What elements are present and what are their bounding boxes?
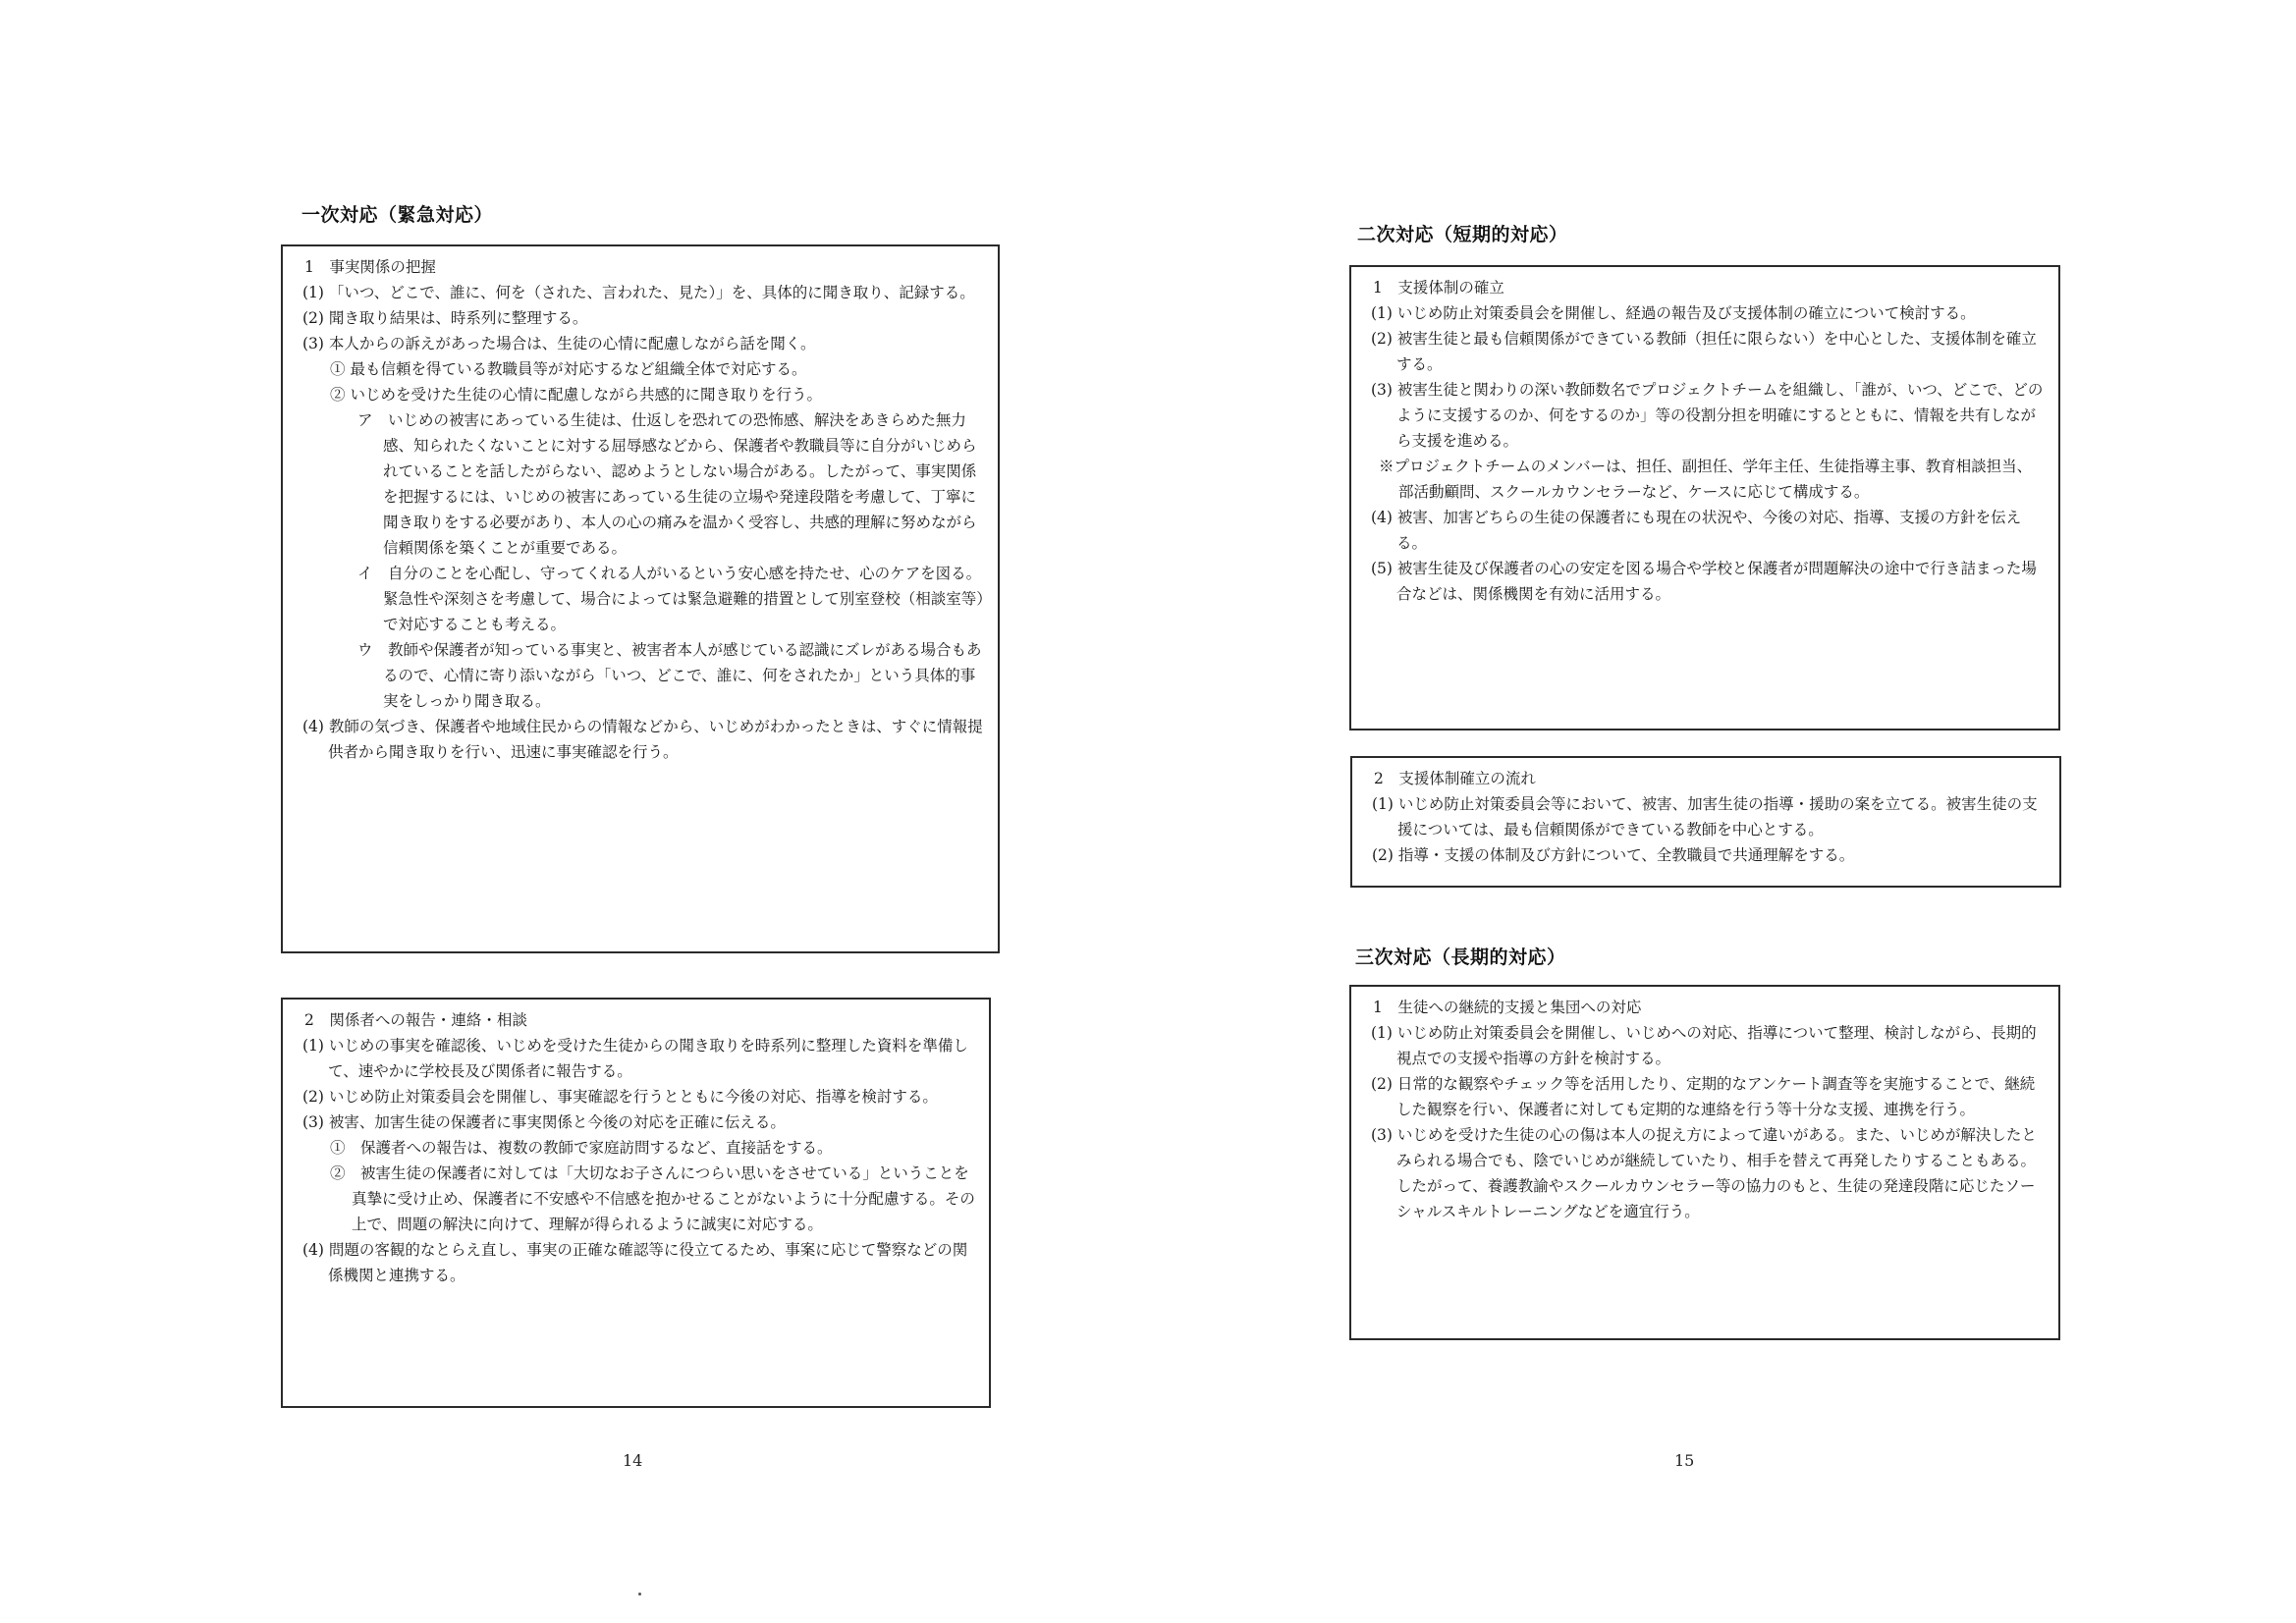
- list-item: (1) いじめ防止対策委員会を開催し、いじめへの対応、指導について整理、検討しながら、長期的視点での支援や指導の方針を検討する。: [1371, 1024, 2037, 1067]
- list-item: (3) いじめを受けた生徒の心の傷は本人の捉え方によって違いがある。また、いじめが解決したとみられる場合でも、陰でいじめが継続していたり、相手を替えて再発したりすることもある。したがって、養護教諭やスクールカウンセラー等の協力のもと、生徒の発達段階に応じたソーシャルスキルトレーニングなどを適宜行う。: [1371, 1126, 2037, 1220]
- list-item: イ 自分のことを心配し、守ってくれる人がいるという安心感を持たせ、心のケアを図る。緊急性や深刻さを考慮して、場合によっては緊急避難的措置として別室登校（相談室等）で対応することも考える。: [357, 565, 984, 633]
- page-number: 15: [1674, 1451, 1695, 1470]
- list-item: (1) いじめ防止対策委員会等において、被害、加害生徒の指導・援助の案を立てる。被害生徒の支援については、最も信頼関係ができている教師を中心とする。: [1372, 795, 2038, 839]
- list-item: (4) 問題の客観的なとらえ直し、事実の正確な確認等に役立てるため、事案に応じて警察などの関係機関と連携する。: [302, 1241, 968, 1284]
- secondary-response-heading: 二次対応（短期的対応）: [1357, 224, 1568, 245]
- reporting-box: [281, 998, 991, 1408]
- list-item: (3) 被害、加害生徒の保護者に事実関係と今後の対応を正確に伝える。: [302, 1113, 786, 1131]
- fact-finding-box: [281, 244, 1000, 953]
- list-item: (3) 被害生徒と関わりの深い教師数名でプロジェクトチームを組織し、「誰が、いつ、どこで、どのように支援するのか、何をするのか」等の役割分担を明確にするとともに、情報を共有しながら支援を進める。: [1371, 381, 2044, 450]
- list-item: ウ 教師や保護者が知っている事実と、被害者本人が感じている認識にズレがある場合もあるので、心情に寄り添いながら「いつ、どこで、誰に、何をされたか」という具体的事実をしっかり聞き取る。: [357, 641, 982, 710]
- long-term-support-box: [1349, 985, 2060, 1340]
- fact-finding-title: 1 事実関係の把握: [304, 258, 436, 276]
- list-item: (4) 教師の気づき、保護者や地域住民からの情報などから、いじめがわかったときは、すぐに情報提供者から聞き取りを行い、迅速に事実確認を行う。: [302, 718, 983, 761]
- list-item: (4) 被害、加害どちらの生徒の保護者にも現在の状況や、今後の対応、指導、支援の方針を伝える。: [1371, 509, 2022, 552]
- support-flow-box: [1350, 756, 2061, 888]
- list-item: (1) いじめの事実を確認後、いじめを受けた生徒からの聞き取りを時系列に整理した資料を準備して、速やかに学校長及び関係者に報告する。: [302, 1037, 968, 1080]
- list-item: (2) 指導・支援の体制及び方針について、全教職員で共通理解をする。: [1372, 846, 1855, 864]
- list-item: (3) 本人からの訴えがあった場合は、生徒の心情に配慮しながら話を聞く。: [302, 335, 816, 352]
- primary-response-heading: 一次対応（緊急対応）: [301, 204, 494, 226]
- list-item: (2) 日常的な観察やチェック等を活用したり、定期的なアンケート調査等を実施することで、継続した観察を行い、保護者に対しても定期的な連絡を行う等十分な支援、連携を行う。: [1371, 1075, 2036, 1118]
- scan-speck: [638, 1593, 641, 1596]
- list-item: (2) いじめ防止対策委員会を開催し、事実確認を行うとともに今後の対応、指導を検討する。: [302, 1088, 938, 1106]
- list-item: (2) 被害生徒と最も信頼関係ができている教師（担任に限らない）を中心とした、支援体制を確立する。: [1371, 330, 2037, 373]
- list-item: ① 保護者への報告は、複数の教師で家庭訪問するなど、直接話をする。: [330, 1139, 833, 1157]
- list-item: (2) 聞き取り結果は、時系列に整理する。: [302, 309, 588, 327]
- list-item: (5) 被害生徒及び保護者の心の安定を図る場合や学校と保護者が問題解決の途中で行き詰まった場合などは、関係機関を有効に活用する。: [1371, 560, 2037, 603]
- list-item: ① 最も信頼を得ている教職員等が対応するなど組織全体で対応する。: [330, 360, 807, 378]
- long-term-support-title: 1 生徒への継続的支援と集団への対応: [1373, 999, 1642, 1016]
- right-page: [1148, 0, 2296, 1623]
- list-item: (1) いじめ防止対策委員会を開催し、経過の報告及び支援体制の確立について検討する。: [1371, 304, 1976, 322]
- list-item: ② 被害生徒の保護者に対しては「大切なお子さんにつらい思いをさせている」ということを真摯に受け止め、保護者に不安感や不信感を抱かせることがないように十分配慮する。その上で、問題の解決に向けて、理解が得られるように誠実に対応する。: [330, 1164, 975, 1233]
- list-item: ア いじめの被害にあっている生徒は、仕返しを恐れての恐怖感、解決をあきらめた無力感、知られたくないことに対する屈辱感などから、保護者や教職員等に自分がいじめられていることを話したがらない、認めようとしない場合がある。したがって、事実関係を把握するには、いじめの被害にあっている生徒の立場や発達段階を考慮して、丁寧に聞き取りをする必要があり、本人の心の痛みを温かく受容し、共感的理解に努めながら信頼関係を築くことが重要である。: [357, 411, 977, 557]
- list-item: ※プロジェクトチームのメンバーは、担任、副担任、学年主任、生徒指導主事、教育相談担当、部活動顧問、スクールカウンセラーなど、ケースに応じて構成する。: [1379, 458, 2033, 501]
- list-item: (1) 「いつ、どこで、誰に、何を（された、言われた、見た）」を、具体的に聞き取り、記録する。: [302, 284, 975, 301]
- support-system-box: [1349, 265, 2060, 730]
- reporting-title: 2 関係者への報告・連絡・相談: [304, 1011, 527, 1029]
- list-item: ② いじめを受けた生徒の心情に配慮しながら共感的に聞き取りを行う。: [330, 386, 822, 404]
- page-number: 14: [623, 1451, 643, 1470]
- tertiary-response-heading: 三次対応（長期的対応）: [1355, 947, 1566, 968]
- support-flow-title: 2 支援体制確立の流れ: [1374, 770, 1536, 787]
- support-system-title: 1 支援体制の確立: [1373, 279, 1504, 297]
